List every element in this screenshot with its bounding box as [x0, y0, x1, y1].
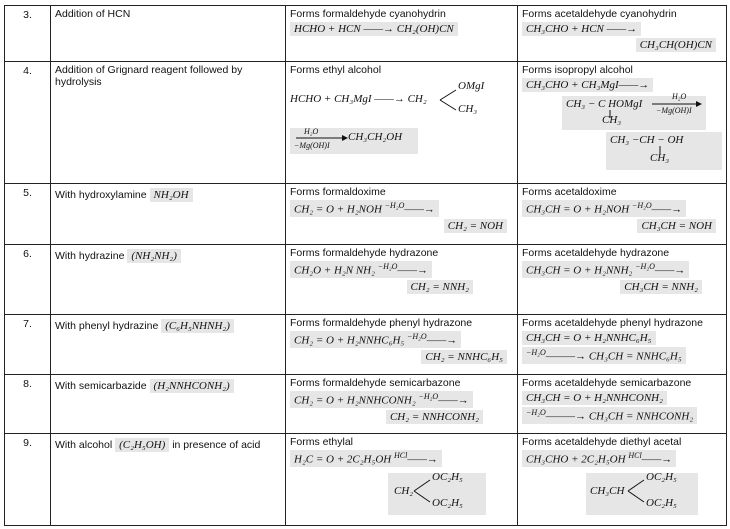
arrow-icon: ———→ — [545, 350, 587, 363]
formaldehyde-cell — [286, 375, 518, 434]
product: CH₃CH = NNHC₆H₅ — [588, 350, 682, 363]
reactants: CH₂ = O + H₂NNHC₆H₅ — [294, 334, 405, 347]
equation-product: CH₃CH₂OH — [348, 131, 403, 143]
table-row — [5, 184, 727, 245]
equation: CH₃ − C HOMgI — [566, 98, 643, 110]
equation-product — [522, 347, 686, 364]
product-name: Forms isopropyl alcohol — [522, 64, 633, 76]
equation: CH₃CHO + CH₃MgI——→ — [522, 78, 653, 92]
row-number: 9. — [5, 434, 51, 526]
equation: CH₃CH = O + H₂NNHCONH₂ — [522, 391, 667, 405]
formaldehyde-cell — [286, 434, 518, 526]
row-number: 3. — [5, 6, 51, 62]
reagent-formula: (C₂H₅OH) — [115, 438, 169, 452]
reagent-text: With alcohol — [55, 439, 113, 451]
reagent-text: Addition of Grignard reagent followed by hydrolysis — [55, 64, 243, 88]
reagent-formula: NH₂OH — [150, 188, 193, 202]
product-name: Forms acetaldehyde cyanohydrin — [522, 8, 677, 20]
product-name: Forms formaldehyde phenyl hydrazone — [290, 317, 473, 329]
product-name: Forms acetaldehyde semicarbazone — [522, 377, 692, 389]
reactants: CH₂O + H₂N NH₂ — [294, 264, 375, 277]
equation — [290, 331, 461, 348]
equation-product: CH₃ −CH − OH — [610, 134, 684, 146]
arrow-label: −H₂O — [384, 201, 405, 210]
row-number: 5. — [5, 184, 51, 245]
formaldehyde-cell — [286, 6, 518, 62]
reactants: CH₂ = O + H₂NOH — [294, 203, 382, 216]
equation-product: CH₃CH = NOH — [637, 219, 716, 233]
equation: CH₃CHO + HCN ——→ — [522, 22, 641, 36]
reagent-cell — [51, 184, 286, 245]
arrow-icon: ——→ — [651, 203, 683, 216]
bond-lines — [522, 469, 722, 515]
arrow-icon: ——→ — [407, 453, 438, 466]
reagent-text: Addition of HCN — [55, 8, 131, 20]
equation-product: CH₂ = NNHCONH₂ — [386, 410, 483, 424]
equation-product — [522, 407, 697, 424]
table-row — [5, 315, 727, 375]
reagent-cell — [51, 315, 286, 375]
reactions-table — [4, 5, 727, 526]
arrow-label: −H₂O — [526, 348, 546, 357]
equation — [522, 450, 676, 467]
arrow-label: HCl — [393, 451, 408, 460]
acetaldehyde-cell — [518, 434, 727, 526]
arrow-icon: ——→ — [397, 264, 428, 277]
arrow-icon: ——→ — [404, 203, 435, 216]
reactants: CH₃CH = O + H₂NNH₂ — [526, 264, 633, 277]
table-row — [5, 6, 727, 62]
acetal-structure — [522, 469, 722, 515]
arrow-icon: ———→ — [545, 410, 587, 423]
equation-product: CH₂ = NOH — [444, 219, 507, 233]
equation-product: CH₂ = NNHC₆H₅ — [421, 350, 507, 364]
product-name: Forms formaldehyde cyanohydrin — [290, 8, 446, 20]
grignard-adduct-structure — [290, 78, 513, 122]
equation — [290, 200, 439, 217]
grignard-adduct-structure — [522, 92, 722, 170]
reactants: H₂C = O + 2C₂H₅OH — [294, 453, 392, 466]
acetal-structure — [290, 469, 513, 515]
reagent-text: With hydrazine — [55, 250, 125, 262]
substituent-top: OMgI — [458, 80, 485, 92]
product-name: Forms acetaldehyde diethyl acetal — [522, 436, 682, 448]
row-number: 8. — [5, 375, 51, 434]
reagent-cell — [51, 375, 286, 434]
equation — [290, 450, 442, 467]
arrow-icon: ——→ — [426, 334, 458, 347]
arrow-label: −H₂O — [526, 408, 546, 417]
reagent-cell — [51, 62, 286, 184]
arrow-label-top: H₂O — [304, 127, 319, 136]
table-row — [5, 245, 727, 315]
arrow-label-bottom: −Mg(OH)I — [294, 141, 330, 150]
substituent-top: OC₂H₅ — [646, 470, 677, 483]
product-name: Forms acetaldoxime — [522, 186, 617, 198]
arrow-label: −H₂O — [406, 332, 427, 341]
arrow-label: −H₂O — [631, 201, 652, 210]
arrow-icon: ——→ — [438, 394, 469, 407]
substituent-bottom: OC₂H₅ — [432, 496, 463, 509]
row-number: 4. — [5, 62, 51, 184]
formaldehyde-cell — [286, 62, 518, 184]
acetal-center: CH₂ — [394, 484, 414, 497]
reactants: CH₂ = O + H₂NNHCONH₂ — [294, 394, 416, 407]
reagent-text: With phenyl hydrazine — [55, 320, 159, 332]
equation-product: CH₂ = NNH₂ — [407, 280, 473, 294]
table-row — [5, 434, 727, 526]
bond-lines — [290, 469, 510, 515]
reagent-text: With hydroxylamine — [55, 189, 147, 201]
hydrolysis-step — [290, 126, 513, 156]
arrow-label-bottom: −Mg(OH)I — [656, 106, 692, 115]
reactants: CH₃CHO + 2C₂H₅OH — [526, 453, 626, 466]
acetaldehyde-cell — [518, 375, 727, 434]
row-number: 7. — [5, 315, 51, 375]
table-row — [5, 375, 727, 434]
equation-product: CH₃CH(OH)CN — [636, 38, 716, 52]
reagent-cell — [51, 6, 286, 62]
reactants: CH₃CH = O + H₂NOH — [526, 203, 630, 216]
reagent-cell — [51, 434, 286, 526]
reagent-formula: (H₂NNHCONH₂) — [150, 379, 234, 393]
substituent-bottom: CH₃ — [602, 114, 622, 126]
equation: HCHO + HCN ——→ CH₂(OH)CN — [290, 22, 458, 36]
reagent-text-tail: in presence of acid — [172, 439, 261, 451]
product-name: Forms acetaldehyde phenyl hydrazone — [522, 317, 703, 329]
reagent-text: With semicarbazide — [55, 380, 147, 392]
arrow-label: HCl — [628, 451, 642, 460]
formaldehyde-cell — [286, 184, 518, 245]
substituent-bottom: CH₃ — [458, 103, 478, 115]
equation: CH₃CH = O + H₂NNHC₆H₅ — [522, 331, 656, 345]
acetaldehyde-cell — [518, 184, 727, 245]
arrow-label-top: H₂O — [672, 92, 687, 101]
reagent-formula: (NH₂NH₂) — [127, 249, 181, 263]
reagent-formula: (C₆H₅NHNH₂) — [161, 319, 234, 333]
table-row — [5, 62, 727, 184]
arrow-label: −H₂O — [635, 262, 655, 271]
product-name: Forms formaldoxime — [290, 186, 386, 198]
arrow-icon: ——→ — [654, 264, 686, 277]
arrow-icon: ——→ — [641, 453, 673, 466]
equation-product: CH₃CH = NNH₂ — [620, 280, 702, 294]
substituent-bottom: OC₂H₅ — [646, 496, 677, 509]
product: CH₃CH = NNHCONH₂ — [588, 410, 694, 423]
equation — [290, 391, 473, 408]
substituent-bottom: CH₃ — [650, 152, 670, 164]
formaldehyde-cell — [286, 245, 518, 315]
equation — [522, 261, 689, 278]
acetaldehyde-cell — [518, 245, 727, 315]
product-name: Forms ethylal — [290, 436, 354, 448]
product-name: Forms ethyl alcohol — [290, 64, 382, 76]
acetaldehyde-cell — [518, 62, 727, 184]
acetaldehyde-cell — [518, 6, 727, 62]
acetaldehyde-cell — [518, 315, 727, 375]
row-number: 6. — [5, 245, 51, 315]
product-name: Forms formaldehyde hydrazone — [290, 247, 439, 259]
equation: HCHO + CH₃MgI ——→ CH₂ — [290, 93, 427, 105]
equation — [522, 200, 686, 217]
product-name: Forms acetaldehyde hydrazone — [522, 247, 670, 259]
acetal-center: CH₃CH — [590, 484, 625, 497]
product-name: Forms formaldehyde semicarbazone — [290, 377, 461, 389]
substituent-top: OC₂H₅ — [432, 470, 463, 483]
arrow-label: −H₂O — [377, 262, 398, 271]
arrow-label: −H₂O — [418, 392, 439, 401]
equation — [290, 261, 432, 278]
reagent-cell — [51, 245, 286, 315]
formaldehyde-cell — [286, 315, 518, 375]
